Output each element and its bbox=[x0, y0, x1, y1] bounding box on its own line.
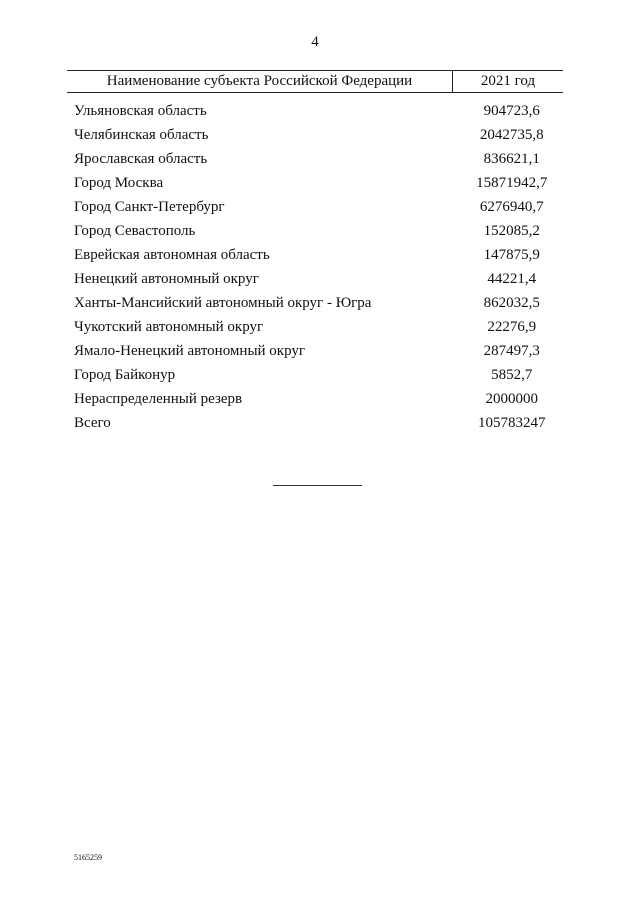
row-value-2021: 287497,3 bbox=[483, 343, 540, 359]
table-row bbox=[67, 243, 563, 267]
table-row bbox=[67, 123, 563, 147]
page-number: 4 bbox=[311, 34, 319, 50]
row-subject-name: Челябинская область bbox=[74, 127, 209, 143]
header-year: 2021 год bbox=[453, 71, 564, 93]
row-value-2021: 862032,5 bbox=[483, 295, 540, 311]
row-value-2021: 6276940,7 bbox=[479, 199, 544, 215]
table-body bbox=[67, 93, 563, 436]
row-value-2021: 44221,4 bbox=[487, 271, 537, 287]
row-value-2021: 22276,9 bbox=[487, 319, 537, 335]
row-subject-name: Нераспределенный резерв bbox=[74, 391, 243, 407]
row-subject-name: Всего bbox=[74, 415, 111, 431]
row-subject-name: Еврейская автономная область bbox=[74, 247, 270, 263]
header-subject-name: Наименование субъекта Российской Федерации bbox=[67, 71, 453, 93]
table-row bbox=[67, 339, 563, 363]
row-value-2021: 147875,9 bbox=[483, 247, 540, 263]
table-row bbox=[67, 411, 563, 435]
table-row bbox=[67, 363, 563, 387]
row-subject-name: Ямало-Ненецкий автономный округ bbox=[74, 343, 306, 359]
allocation-table bbox=[67, 70, 563, 435]
row-value-2021: 2000000 bbox=[485, 391, 538, 407]
row-subject-name: Город Москва bbox=[74, 175, 164, 191]
table-row bbox=[67, 291, 563, 315]
row-subject-name: Город Севастополь bbox=[74, 223, 196, 239]
table-row bbox=[67, 267, 563, 291]
table-row bbox=[67, 147, 563, 171]
table-row bbox=[67, 219, 563, 243]
document-code: 5165259 bbox=[74, 853, 102, 862]
row-value-2021: 836621,1 bbox=[483, 151, 540, 167]
end-divider bbox=[273, 485, 362, 486]
row-value-2021: 152085,2 bbox=[483, 223, 540, 239]
table-row bbox=[67, 171, 563, 195]
row-value-2021: 105783247 bbox=[478, 415, 546, 431]
table-row bbox=[67, 387, 563, 411]
row-subject-name: Город Санкт-Петербург bbox=[74, 199, 225, 215]
table-row bbox=[67, 99, 563, 123]
row-subject-name: Ненецкий автономный округ bbox=[74, 271, 259, 287]
row-subject-name: Ульяновская область bbox=[74, 103, 207, 119]
row-subject-name: Город Байконур bbox=[74, 367, 176, 383]
allocation-table-container bbox=[67, 70, 563, 435]
row-value-2021: 2042735,8 bbox=[479, 127, 544, 143]
table-header-row bbox=[67, 71, 563, 93]
row-value-2021: 5852,7 bbox=[491, 367, 533, 383]
row-subject-name: Чукотский автономный округ bbox=[74, 319, 264, 335]
row-subject-name: Ханты-Мансийский автономный округ - Югра bbox=[74, 295, 372, 311]
row-value-2021: 15871942,7 bbox=[476, 175, 548, 191]
row-subject-name: Ярославская область bbox=[74, 151, 208, 167]
table-row bbox=[67, 195, 563, 219]
table-header bbox=[67, 71, 563, 93]
table-row bbox=[67, 315, 563, 339]
row-value-2021: 904723,6 bbox=[483, 103, 540, 119]
